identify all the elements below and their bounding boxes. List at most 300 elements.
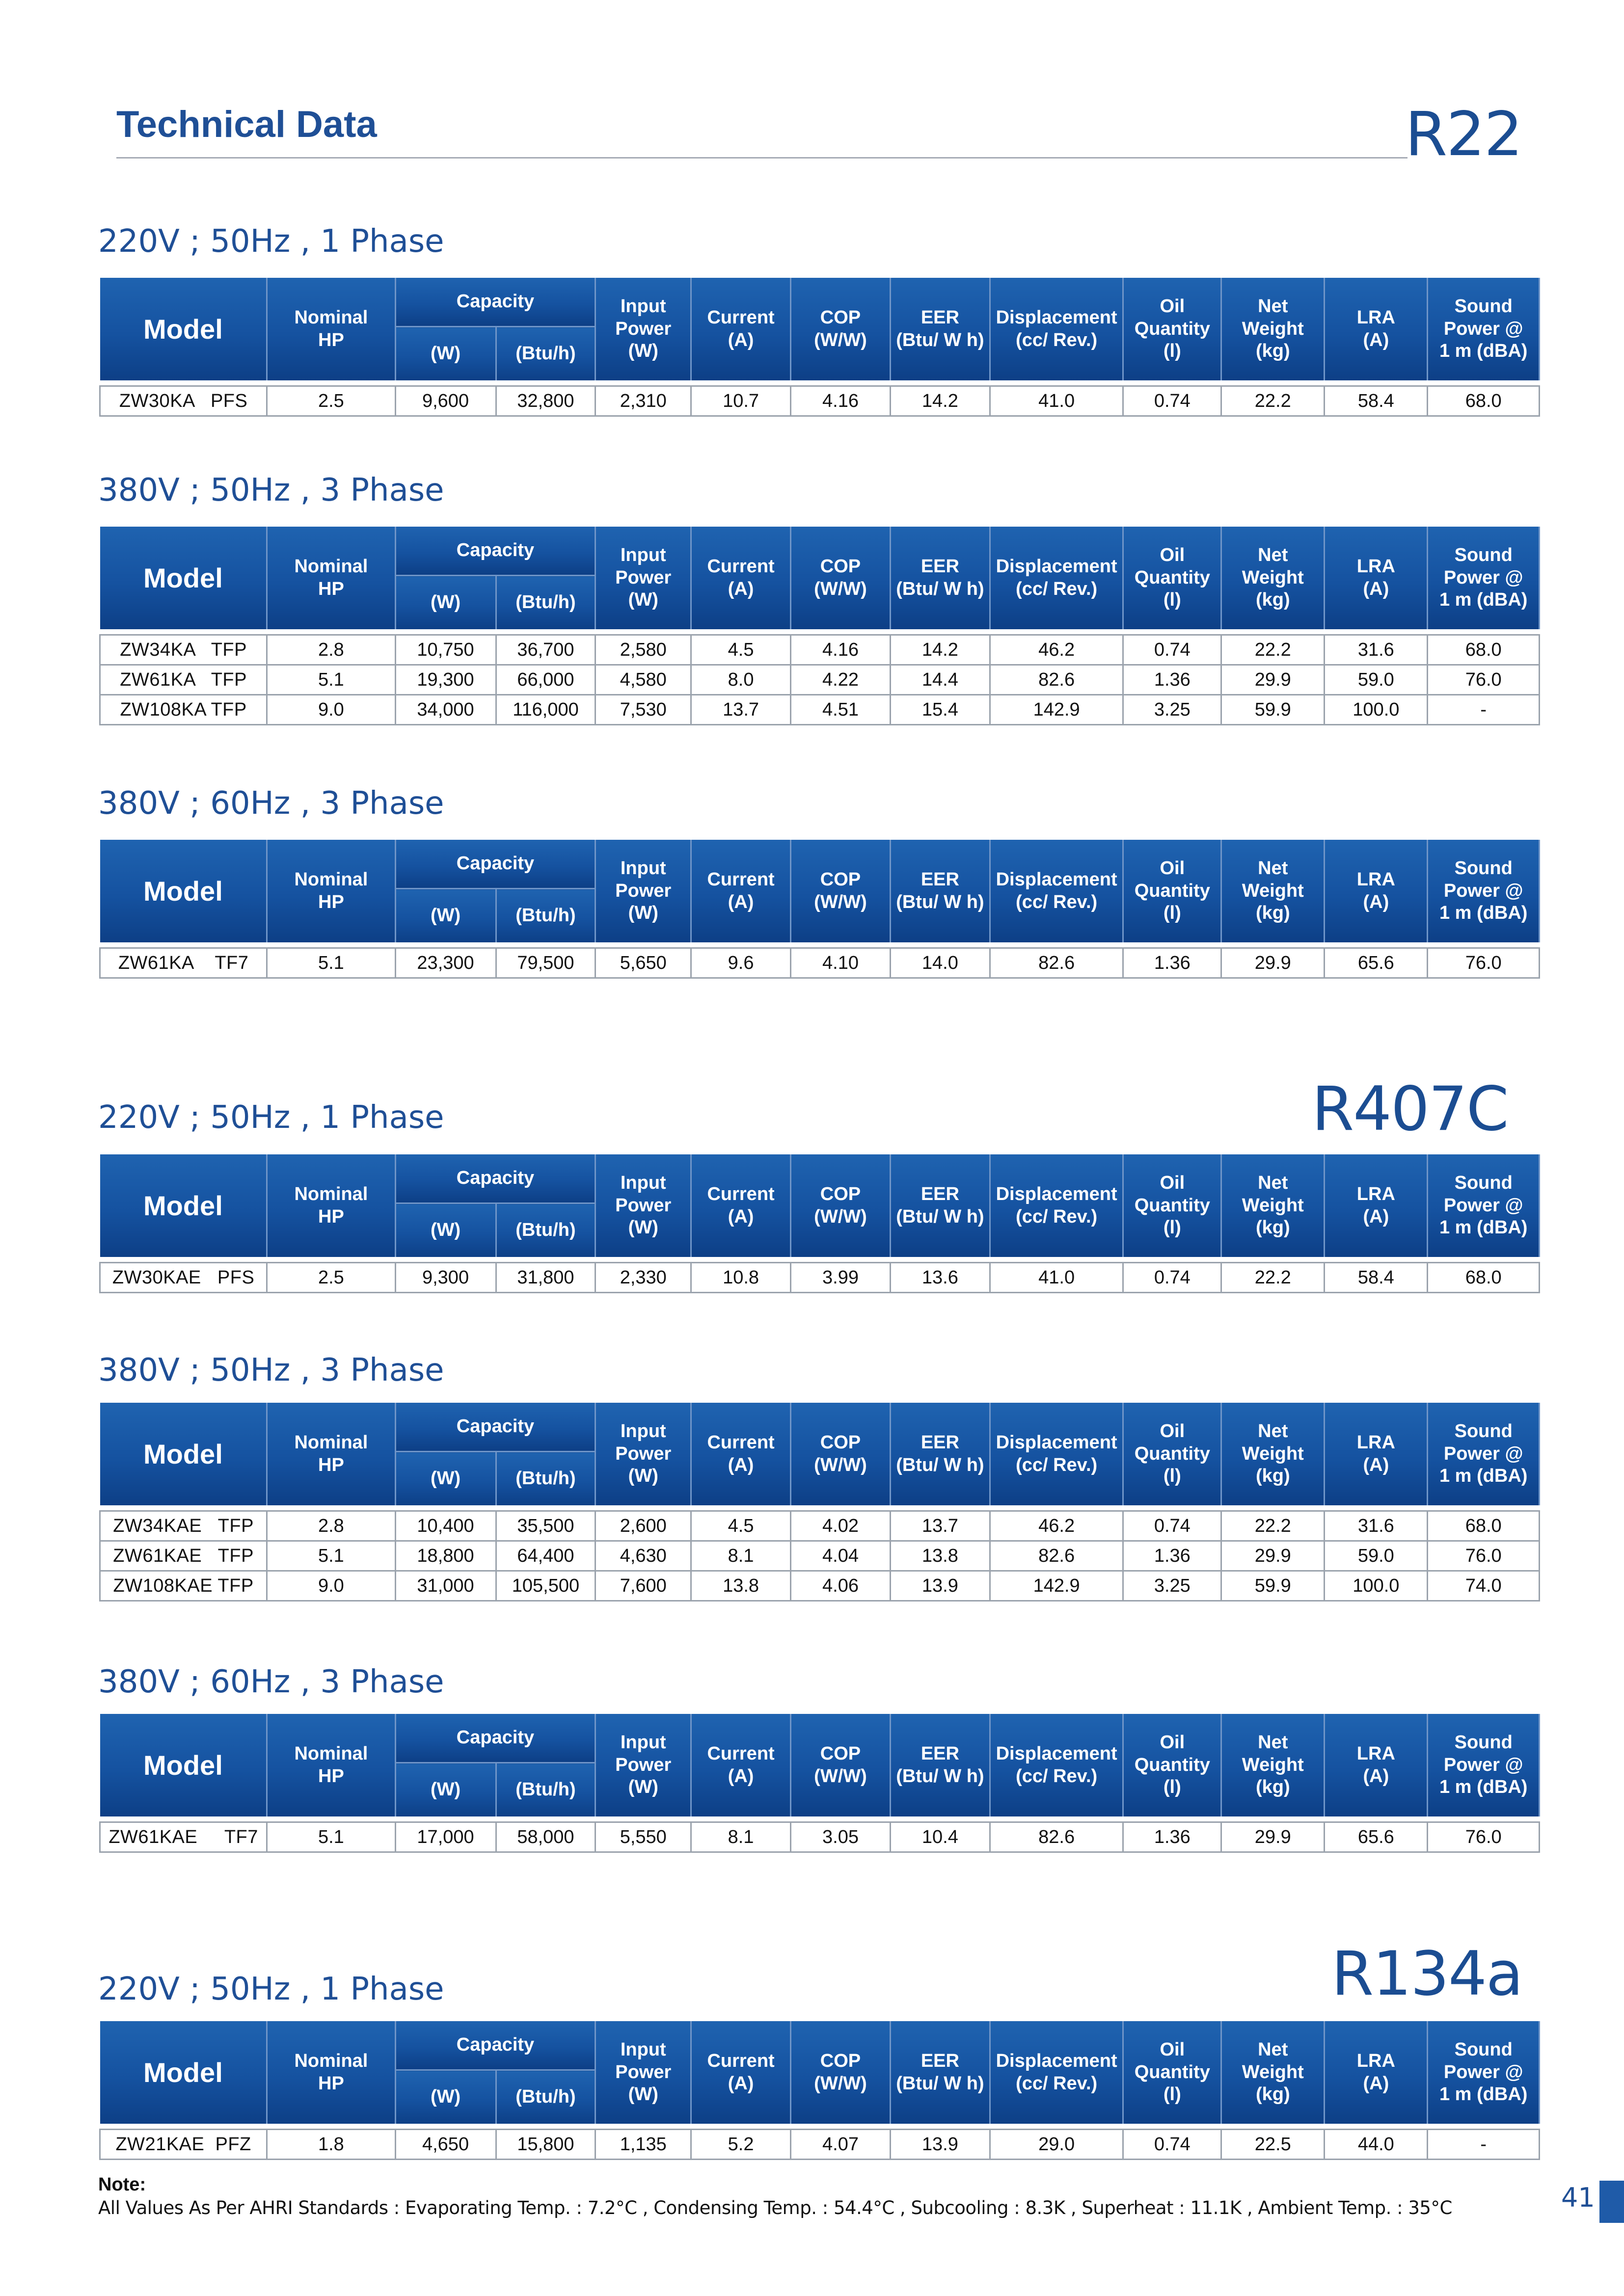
header-capacity: Capacity — [395, 1154, 595, 1203]
header-input-power — [595, 1403, 691, 1505]
table-cell: 4.5 — [691, 1511, 791, 1541]
header-input-power-line: Power — [615, 567, 672, 588]
header-cop-line: COP — [820, 1743, 861, 1764]
title-divider — [116, 157, 1407, 159]
header-capacity-w: (W) — [395, 1763, 496, 1817]
table-cell: 1.36 — [1123, 1541, 1221, 1571]
table-cell: 9,300 — [395, 1263, 496, 1293]
table-cell: 13.7 — [691, 695, 791, 725]
header-cop — [791, 527, 891, 629]
header-gap — [100, 1257, 1540, 1263]
header-net-weight-line: Net — [1258, 1732, 1288, 1753]
header-cop-line: COP — [820, 1183, 861, 1204]
header-displacement-line: Displacement — [996, 307, 1117, 328]
table-cell: 2,330 — [595, 1263, 691, 1293]
header-capacity-btuh: (Btu/h) — [496, 1763, 595, 1817]
table-row — [100, 1822, 1540, 1852]
header-oil-quantity-line: Oil — [1160, 296, 1185, 317]
header-net-weight-line: (kg) — [1255, 1777, 1290, 1798]
table-cell: 1,135 — [595, 2130, 691, 2160]
header-net-weight-line: Weight — [1242, 2061, 1304, 2082]
header-capacity-btuh: (Btu/h) — [496, 2070, 595, 2124]
table-cell: 58.4 — [1325, 1263, 1428, 1293]
table-cell: 5.1 — [267, 665, 395, 695]
header-nominal-hp-line: HP — [318, 891, 344, 912]
table-row — [100, 1263, 1540, 1293]
table-cell: 9.0 — [267, 1571, 395, 1601]
spec-table — [99, 1714, 1540, 1853]
header-cop — [791, 2021, 891, 2124]
header-displacement — [990, 1403, 1123, 1505]
header-net-weight-line: Net — [1258, 1173, 1288, 1194]
table-cell: 105,500 — [496, 1571, 595, 1601]
header-current-line: (A) — [728, 1206, 754, 1227]
table-cell: 13.8 — [691, 1571, 791, 1601]
table-cell: 41.0 — [990, 386, 1123, 416]
header-oil-quantity-line: Quantity — [1134, 318, 1210, 339]
header-sound-power-line: Power @ — [1443, 1195, 1523, 1216]
header-net-weight-line: Net — [1258, 296, 1288, 317]
header-lra — [1325, 1714, 1428, 1816]
table-cell: 4.16 — [791, 386, 891, 416]
header-eer-line: EER — [920, 869, 959, 890]
table-cell: 2.5 — [267, 386, 395, 416]
section-heading: 220V ; 50Hz , 1 Phase — [98, 1971, 444, 2007]
header-sound-power-line: Power @ — [1443, 567, 1523, 588]
header-input-power-line: Power — [615, 1195, 672, 1216]
header-net-weight-line: Net — [1258, 545, 1288, 566]
table-cell: 44.0 — [1325, 2130, 1428, 2160]
table-cell: 4.10 — [791, 948, 891, 978]
table-cell: - — [1428, 2130, 1540, 2160]
table-cell: 31,000 — [395, 1571, 496, 1601]
table-cell: 13.9 — [890, 1571, 990, 1601]
table-cell: 31.6 — [1325, 635, 1428, 665]
table-cell: 116,000 — [496, 695, 595, 725]
header-gap — [100, 942, 1540, 948]
header-displacement-line: (cc/ Rev.) — [1016, 329, 1098, 350]
header-oil-quantity-line: Quantity — [1134, 1754, 1210, 1775]
table-cell: 82.6 — [990, 665, 1123, 695]
table-cell: 22.2 — [1221, 635, 1325, 665]
header-model: Model — [100, 527, 267, 629]
header-displacement-line: (cc/ Rev.) — [1016, 1206, 1098, 1227]
header-nominal-hp — [267, 1714, 395, 1816]
table-cell: 7,600 — [595, 1571, 691, 1601]
table-cell: 5.1 — [267, 1541, 395, 1571]
header-oil-quantity-line: Quantity — [1134, 1195, 1210, 1216]
table-cell: 1.36 — [1123, 1822, 1221, 1852]
header-cop-line: COP — [820, 556, 861, 577]
header-oil-quantity-line: Oil — [1160, 2039, 1185, 2060]
header-capacity-w: (W) — [395, 2070, 496, 2124]
header-displacement — [990, 278, 1123, 380]
header-displacement-line: Displacement — [996, 869, 1117, 890]
table-cell: 29.9 — [1221, 665, 1325, 695]
header-current-line: (A) — [728, 2073, 754, 2094]
header-net-weight-line: Net — [1258, 858, 1288, 879]
header-nominal-hp-line: HP — [318, 1765, 344, 1787]
header-eer — [890, 1403, 990, 1505]
table-cell: 76.0 — [1428, 948, 1540, 978]
header-nominal-hp-line: HP — [318, 578, 344, 599]
table-cell: 22.5 — [1221, 2130, 1325, 2160]
header-input-power-line: Input — [620, 296, 666, 317]
header-sound-power-line: Sound — [1454, 545, 1513, 566]
header-input-power-line: (W) — [628, 1466, 658, 1487]
header-displacement-line: Displacement — [996, 1432, 1117, 1453]
section-heading: 220V ; 50Hz , 1 Phase — [98, 1099, 444, 1136]
header-cop-line: (W/W) — [814, 1206, 867, 1227]
header-lra-line: (A) — [1363, 329, 1389, 350]
table-row — [100, 1541, 1540, 1571]
header-input-power-line: Input — [620, 1732, 666, 1753]
table-cell: 10.8 — [691, 1263, 791, 1293]
header-oil-quantity — [1123, 527, 1221, 629]
header-current — [691, 1403, 791, 1505]
header-net-weight-line: (kg) — [1255, 1466, 1290, 1487]
model-cell: ZW21KAE PFZ — [100, 2130, 267, 2160]
page-tab-marker — [1599, 2181, 1624, 2223]
header-lra-line: (A) — [1363, 1454, 1389, 1475]
spec-table — [99, 278, 1540, 417]
table-row — [100, 635, 1540, 665]
table-cell: 22.2 — [1221, 386, 1325, 416]
header-sound-power-line: Sound — [1454, 1421, 1513, 1442]
header-eer-line: (Btu/ W h) — [896, 1206, 984, 1227]
header-current — [691, 1714, 791, 1816]
header-displacement-line: (cc/ Rev.) — [1016, 578, 1098, 599]
spec-table — [99, 2021, 1540, 2160]
header-lra-line: LRA — [1356, 1743, 1395, 1764]
table-row — [100, 695, 1540, 725]
header-sound-power-line: Sound — [1454, 296, 1513, 317]
header-cop-line: COP — [820, 1432, 861, 1453]
table-cell: 1.36 — [1123, 948, 1221, 978]
header-input-power — [595, 840, 691, 942]
header-net-weight — [1221, 1714, 1325, 1816]
header-eer-line: EER — [920, 1432, 959, 1453]
header-oil-quantity — [1123, 2021, 1221, 2124]
table-cell: 35,500 — [496, 1511, 595, 1541]
table-cell: 5.1 — [267, 1822, 395, 1852]
header-displacement-line: (cc/ Rev.) — [1016, 891, 1098, 912]
table-cell: 4.02 — [791, 1511, 891, 1541]
header-nominal-hp — [267, 1154, 395, 1257]
table-cell: 22.2 — [1221, 1263, 1325, 1293]
table-cell: 3.05 — [791, 1822, 891, 1852]
table-cell: 23,300 — [395, 948, 496, 978]
header-net-weight — [1221, 2021, 1325, 2124]
header-lra — [1325, 840, 1428, 942]
table-cell: 4.06 — [791, 1571, 891, 1601]
header-net-weight — [1221, 1154, 1325, 1257]
header-displacement-line: Displacement — [996, 1743, 1117, 1764]
spec-table — [99, 1403, 1540, 1602]
header-capacity: Capacity — [395, 527, 595, 576]
header-current-line: (A) — [728, 329, 754, 350]
table-cell: 76.0 — [1428, 1541, 1540, 1571]
header-oil-quantity — [1123, 1154, 1221, 1257]
header-oil-quantity-line: Quantity — [1134, 567, 1210, 588]
header-current-line: Current — [707, 556, 775, 577]
table-cell: 2.8 — [267, 1511, 395, 1541]
header-sound-power-line: 1 m (dBA) — [1439, 1217, 1528, 1238]
header-gap — [100, 380, 1540, 386]
header-nominal-hp-line: Nominal — [294, 869, 368, 890]
header-gap — [100, 629, 1540, 635]
header-model: Model — [100, 1714, 267, 1816]
table-cell: 59.0 — [1325, 1541, 1428, 1571]
table-cell: 29.9 — [1221, 1541, 1325, 1571]
header-oil-quantity-line: (l) — [1163, 1466, 1181, 1487]
header-displacement — [990, 2021, 1123, 2124]
header-current — [691, 840, 791, 942]
header-input-power — [595, 1714, 691, 1816]
header-input-power-line: Power — [615, 1443, 672, 1464]
header-input-power-line: Power — [615, 2061, 672, 2082]
table-cell: 29.9 — [1221, 1822, 1325, 1852]
header-nominal-hp — [267, 1403, 395, 1505]
table-cell: 68.0 — [1428, 1511, 1540, 1541]
header-gap — [100, 2124, 1540, 2130]
header-input-power-line: Input — [620, 545, 666, 566]
section-heading: 380V ; 50Hz , 3 Phase — [98, 472, 444, 508]
refrigerant-label-r134a: R134a — [1331, 1939, 1522, 2009]
header-sound-power — [1428, 1154, 1540, 1257]
table-cell: 4,630 — [595, 1541, 691, 1571]
header-current-line: (A) — [728, 1454, 754, 1475]
header-capacity: Capacity — [395, 1714, 595, 1763]
header-input-power-line: (W) — [628, 1217, 658, 1238]
table-cell: 142.9 — [990, 1571, 1123, 1601]
header-eer — [890, 527, 990, 629]
section-heading: 380V ; 60Hz , 3 Phase — [98, 785, 444, 822]
table-cell: 36,700 — [496, 635, 595, 665]
header-sound-power-line: Sound — [1454, 1173, 1513, 1194]
header-sound-power — [1428, 840, 1540, 942]
header-cop-line: COP — [820, 869, 861, 890]
header-lra-line: (A) — [1363, 891, 1389, 912]
table-cell: 5.2 — [691, 2130, 791, 2160]
table-cell: 68.0 — [1428, 635, 1540, 665]
table-cell: 46.2 — [990, 1511, 1123, 1541]
header-nominal-hp-line: HP — [318, 329, 344, 350]
table-cell: 82.6 — [990, 948, 1123, 978]
header-net-weight-line: Weight — [1242, 318, 1304, 339]
section-heading: 380V ; 50Hz , 3 Phase — [98, 1352, 444, 1388]
header-lra-line: LRA — [1356, 869, 1395, 890]
table-cell: 5.1 — [267, 948, 395, 978]
header-net-weight — [1221, 1403, 1325, 1505]
model-cell: ZW30KA PFS — [100, 386, 267, 416]
header-lra — [1325, 278, 1428, 380]
table-cell: 65.6 — [1325, 1822, 1428, 1852]
header-eer-line: EER — [920, 1743, 959, 1764]
table-cell: 4.51 — [791, 695, 891, 725]
header-nominal-hp-line: Nominal — [294, 556, 368, 577]
header-nominal-hp-line: Nominal — [294, 1432, 368, 1453]
header-net-weight-line: Net — [1258, 2039, 1288, 2060]
model-cell: ZW108KA TFP — [100, 695, 267, 725]
header-model: Model — [100, 1403, 267, 1505]
header-capacity-w: (W) — [395, 327, 496, 381]
header-lra-line: (A) — [1363, 578, 1389, 599]
header-cop — [791, 1154, 891, 1257]
table-cell: 4.22 — [791, 665, 891, 695]
table-row — [100, 1571, 1540, 1601]
header-net-weight-line: (kg) — [1255, 903, 1290, 924]
table-cell: 3.99 — [791, 1263, 891, 1293]
table-cell: 74.0 — [1428, 1571, 1540, 1601]
header-input-power-line: Input — [620, 2039, 666, 2060]
table-cell: 100.0 — [1325, 1571, 1428, 1601]
header-input-power — [595, 2021, 691, 2124]
header-nominal-hp — [267, 2021, 395, 2124]
header-displacement-line: (cc/ Rev.) — [1016, 2073, 1098, 2094]
header-current — [691, 1154, 791, 1257]
header-oil-quantity — [1123, 1403, 1221, 1505]
header-oil-quantity-line: (l) — [1163, 1217, 1181, 1238]
table-cell: 79,500 — [496, 948, 595, 978]
table-cell: 10.4 — [890, 1822, 990, 1852]
header-sound-power — [1428, 527, 1540, 629]
table-cell: 13.6 — [890, 1263, 990, 1293]
header-oil-quantity-line: Oil — [1160, 1421, 1185, 1442]
table-cell: 14.4 — [890, 665, 990, 695]
header-sound-power — [1428, 1403, 1540, 1505]
header-eer — [890, 1714, 990, 1816]
header-sound-power — [1428, 2021, 1540, 2124]
header-cop-line: COP — [820, 2050, 861, 2071]
header-net-weight-line: Weight — [1242, 1443, 1304, 1464]
table-cell: 68.0 — [1428, 386, 1540, 416]
header-input-power-line: Power — [615, 880, 672, 901]
header-cop-line: COP — [820, 307, 861, 328]
table-cell: 58,000 — [496, 1822, 595, 1852]
table-cell: 5,550 — [595, 1822, 691, 1852]
table-cell: 29.9 — [1221, 948, 1325, 978]
header-net-weight-line: Weight — [1242, 880, 1304, 901]
header-lra — [1325, 1154, 1428, 1257]
header-cop — [791, 840, 891, 942]
header-model: Model — [100, 1154, 267, 1257]
header-sound-power-line: Power @ — [1443, 1754, 1523, 1775]
header-input-power-line: (W) — [628, 903, 658, 924]
table-row — [100, 948, 1540, 978]
header-cop-line: (W/W) — [814, 2073, 867, 2094]
header-eer-line: (Btu/ W h) — [896, 891, 984, 912]
header-sound-power-line: Sound — [1454, 2039, 1513, 2060]
header-current-line: (A) — [728, 891, 754, 912]
header-oil-quantity-line: (l) — [1163, 903, 1181, 924]
header-oil-quantity-line: (l) — [1163, 589, 1181, 611]
table-cell: 2,580 — [595, 635, 691, 665]
header-capacity-w: (W) — [395, 576, 496, 630]
spec-table — [99, 527, 1540, 725]
table-cell: 68.0 — [1428, 1263, 1540, 1293]
header-oil-quantity-line: Oil — [1160, 858, 1185, 879]
header-eer-line: (Btu/ W h) — [896, 329, 984, 350]
header-net-weight — [1221, 278, 1325, 380]
table-cell: 0.74 — [1123, 1511, 1221, 1541]
header-eer-line: EER — [920, 1183, 959, 1204]
header-eer — [890, 1154, 990, 1257]
model-cell: ZW108KAE TFP — [100, 1571, 267, 1601]
header-oil-quantity-line: Quantity — [1134, 880, 1210, 901]
header-capacity-btuh: (Btu/h) — [496, 327, 595, 381]
table-cell: 32,800 — [496, 386, 595, 416]
header-current-line: (A) — [728, 1765, 754, 1787]
header-current-line: Current — [707, 1743, 775, 1764]
header-sound-power-line: 1 m (dBA) — [1439, 589, 1528, 611]
table-cell: 8.1 — [691, 1822, 791, 1852]
table-cell: 142.9 — [990, 695, 1123, 725]
header-sound-power-line: Power @ — [1443, 1443, 1523, 1464]
table-cell: 13.7 — [890, 1511, 990, 1541]
table-cell: 76.0 — [1428, 1822, 1540, 1852]
table-cell: 82.6 — [990, 1822, 1123, 1852]
table-cell: 17,000 — [395, 1822, 496, 1852]
note-text: All Values As Per AHRI Standards : Evaporating Temp. : 7.2°C , Condensing Temp. : 54.4°C , Subcooling : 8.3K , Superheat : 11.1K , Ambient Temp. : 35°C — [98, 2197, 1452, 2218]
header-capacity-btuh: (Btu/h) — [496, 1452, 595, 1506]
table-cell: 1.36 — [1123, 665, 1221, 695]
header-eer-line: (Btu/ W h) — [896, 2073, 984, 2094]
header-sound-power-line: Sound — [1454, 858, 1513, 879]
header-sound-power-line: Sound — [1454, 1732, 1513, 1753]
table-cell: 18,800 — [395, 1541, 496, 1571]
header-net-weight-line: (kg) — [1255, 341, 1290, 362]
header-model: Model — [100, 840, 267, 942]
header-net-weight-line: (kg) — [1255, 589, 1290, 611]
table-cell: 59.9 — [1221, 1571, 1325, 1601]
header-input-power-line: (W) — [628, 1777, 658, 1798]
header-gap — [100, 1505, 1540, 1511]
model-cell: ZW61KA TF7 — [100, 948, 267, 978]
section-heading: 220V ; 50Hz , 1 Phase — [98, 223, 444, 260]
header-net-weight-line: Weight — [1242, 1195, 1304, 1216]
header-sound-power-line: Power @ — [1443, 2061, 1523, 2082]
header-displacement — [990, 1154, 1123, 1257]
header-cop — [791, 1403, 891, 1505]
header-lra-line: LRA — [1356, 1432, 1395, 1453]
header-eer-line: EER — [920, 556, 959, 577]
header-cop — [791, 1714, 891, 1816]
header-input-power-line: Power — [615, 318, 672, 339]
header-nominal-hp — [267, 278, 395, 380]
table-cell: 15.4 — [890, 695, 990, 725]
header-displacement-line: Displacement — [996, 1183, 1117, 1204]
table-cell: 4,650 — [395, 2130, 496, 2160]
header-net-weight-line: Weight — [1242, 1754, 1304, 1775]
header-sound-power — [1428, 1714, 1540, 1816]
page-number: 41 — [1561, 2182, 1595, 2213]
header-nominal-hp-line: Nominal — [294, 2050, 368, 2071]
header-eer-line: EER — [920, 2050, 959, 2071]
header-oil-quantity-line: Oil — [1160, 545, 1185, 566]
note-label: Note: — [98, 2174, 146, 2195]
header-nominal-hp-line: Nominal — [294, 1743, 368, 1764]
table-cell: 9,600 — [395, 386, 496, 416]
header-net-weight-line: (kg) — [1255, 2084, 1290, 2105]
table-cell: 58.4 — [1325, 386, 1428, 416]
table-cell: 34,000 — [395, 695, 496, 725]
table-row — [100, 2130, 1540, 2160]
header-cop — [791, 278, 891, 380]
header-eer-line: (Btu/ W h) — [896, 1765, 984, 1787]
table-cell: 4.16 — [791, 635, 891, 665]
table-cell: 1.8 — [267, 2130, 395, 2160]
